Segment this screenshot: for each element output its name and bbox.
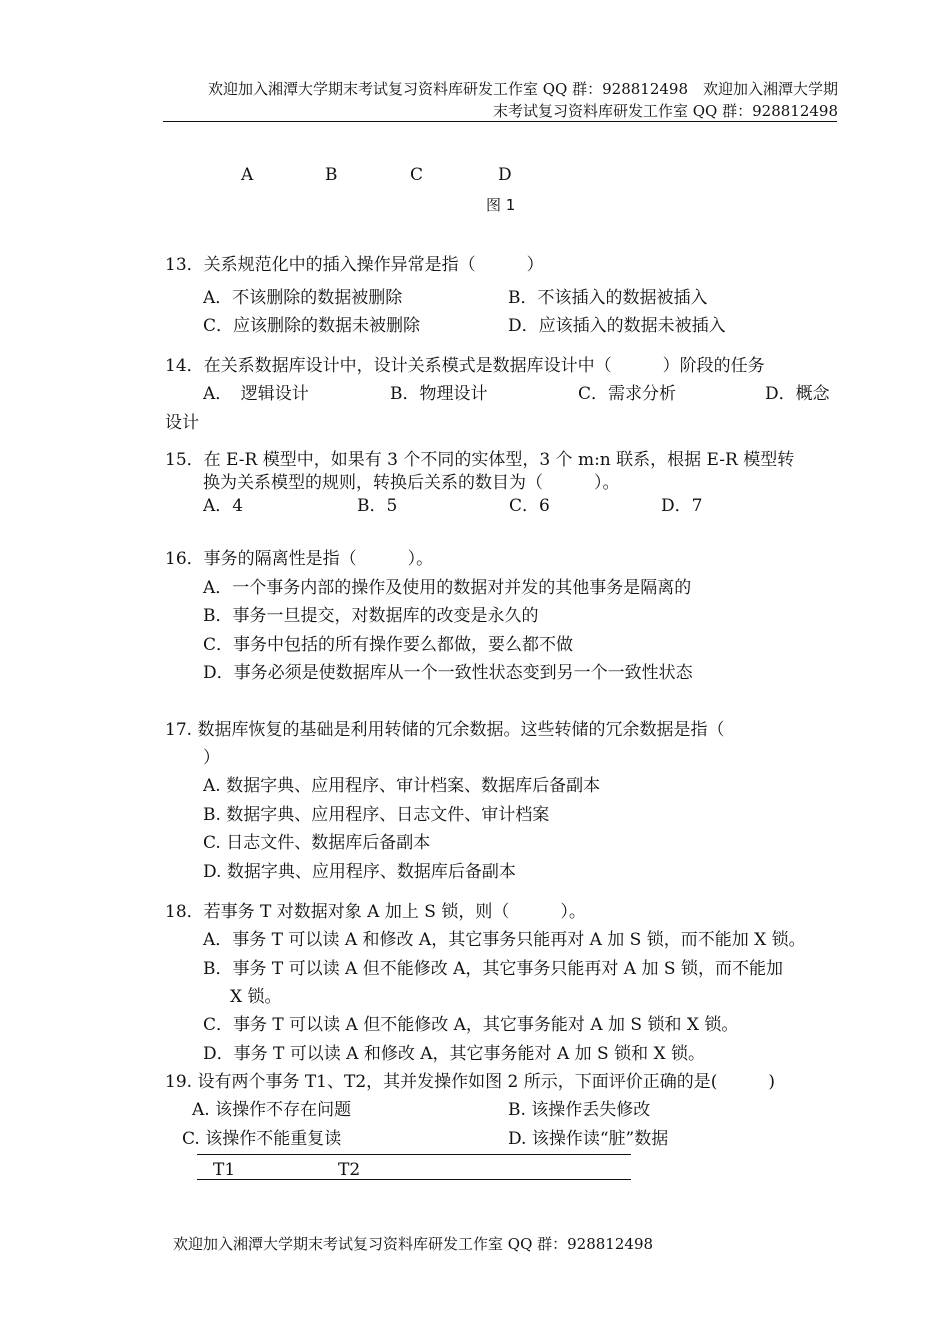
q18-option-d: D．事务 T 可以读 A 和修改 A，其它事务能对 A 加 S 锁和 X 锁。 bbox=[203, 1044, 705, 1064]
page-footer: 欢迎加入湘潭大学期末考试复习资料库研发工作室 QQ 群：928812498 bbox=[173, 1235, 654, 1253]
table-header-t2: T2 bbox=[338, 1160, 361, 1180]
q18-stem: 18．若事务 T 对数据对象 A 加上 S 锁，则（ ）。 bbox=[165, 902, 586, 922]
page-header-line-1: 欢迎加入湘潭大学期末考试复习资料库研发工作室 QQ 群：928812498 欢迎加入湘潭大学期 bbox=[207, 80, 838, 98]
q14-option-d: D．概念 bbox=[765, 384, 830, 404]
q15-stem-line-1: 15．在 E-R 模型中，如果有 3 个不同的实体型，3 个 m:n 联系，根据 E-R 模型转 bbox=[165, 450, 795, 470]
q13-stem: 13．关系规范化中的插入操作异常是指（ ） bbox=[165, 255, 544, 275]
q15-option-c: C．6 bbox=[509, 496, 550, 516]
q19-option-c: C. 该操作不能重复读 bbox=[182, 1129, 342, 1149]
q14-option-d-continued: 设计 bbox=[165, 413, 199, 433]
q16-option-a: A．一个事务内部的操作及使用的数据对并发的其他事务是隔离的 bbox=[203, 578, 692, 598]
q16-stem: 16．事务的隔离性是指（ ）。 bbox=[165, 549, 434, 569]
q16-option-d: D．事务必须是使数据库从一个一致性状态变到另一个一致性状态 bbox=[203, 663, 693, 683]
figure-label-c: C bbox=[410, 165, 424, 185]
q19-option-d: D. 该操作读“脏”数据 bbox=[508, 1129, 669, 1149]
q15-option-a: A．4 bbox=[203, 496, 244, 516]
q15-stem-line-2: 换为关系模型的规则，转换后关系的数目为（ ）。 bbox=[203, 473, 620, 493]
q13-option-d: D．应该插入的数据未被插入 bbox=[508, 316, 726, 336]
q14-option-a: A． 逻辑设计 bbox=[203, 384, 309, 404]
q16-option-b: B．事务一旦提交，对数据库的改变是永久的 bbox=[203, 606, 539, 626]
q18-option-c: C．事务 T 可以读 A 但不能修改 A，其它事务能对 A 加 S 锁和 X 锁。 bbox=[203, 1015, 739, 1035]
figure-label-d: D bbox=[498, 165, 512, 185]
q17-stem-line-2: ） bbox=[203, 748, 220, 768]
table-header-t1: T1 bbox=[213, 1160, 236, 1180]
table-header-rule bbox=[197, 1179, 631, 1180]
figure-label-b: B bbox=[325, 165, 338, 185]
q13-option-a: A．不该删除的数据被删除 bbox=[203, 288, 403, 308]
q18-option-b-line-1: B．事务 T 可以读 A 但不能修改 A，其它事务只能再对 A 加 S 锁，而不能加 bbox=[203, 959, 783, 979]
q19-option-a: A. 该操作不存在问题 bbox=[192, 1100, 352, 1120]
q15-option-d: D．7 bbox=[661, 496, 703, 516]
q13-option-c: C．应该删除的数据未被删除 bbox=[203, 316, 421, 336]
q17-option-a: A. 数据字典、应用程序、审计档案、数据库后备副本 bbox=[203, 776, 601, 796]
q19-stem: 19. 设有两个事务 T1、T2，其并发操作如图 2 所示，下面评价正确的是( ) bbox=[165, 1072, 776, 1092]
q17-stem-line-1: 17. 数据库恢复的基础是利用转储的冗余数据。这些转储的冗余数据是指（ bbox=[165, 720, 725, 740]
q13-option-b: B．不该插入的数据被插入 bbox=[508, 288, 708, 308]
figure-caption: 图 1 bbox=[486, 196, 516, 214]
q18-option-a: A．事务 T 可以读 A 和修改 A，其它事务只能再对 A 加 S 锁，而不能加 X 锁。 bbox=[203, 930, 806, 950]
q17-option-b: B. 数据字典、应用程序、日志文件、审计档案 bbox=[203, 805, 550, 825]
q14-option-c: C．需求分析 bbox=[578, 384, 677, 404]
q16-option-c: C．事务中包括的所有操作要么都做，要么都不做 bbox=[203, 635, 574, 655]
q14-stem: 14．在关系数据库设计中，设计关系模式是数据库设计中（ ）阶段的任务 bbox=[165, 356, 765, 376]
q18-option-b-line-2: X 锁。 bbox=[230, 987, 282, 1007]
q17-option-c: C. 日志文件、数据库后备副本 bbox=[203, 833, 431, 853]
q19-option-b: B. 该操作丢失修改 bbox=[508, 1100, 651, 1120]
table-top-rule bbox=[197, 1154, 631, 1155]
q14-option-b: B．物理设计 bbox=[390, 384, 488, 404]
header-rule bbox=[163, 121, 837, 122]
figure-label-a: A bbox=[241, 165, 254, 185]
q15-option-b: B．5 bbox=[357, 496, 398, 516]
q17-option-d: D. 数据字典、应用程序、数据库后备副本 bbox=[203, 862, 516, 882]
page-header-line-2: 末考试复习资料库研发工作室 QQ 群：928812498 bbox=[492, 102, 838, 120]
